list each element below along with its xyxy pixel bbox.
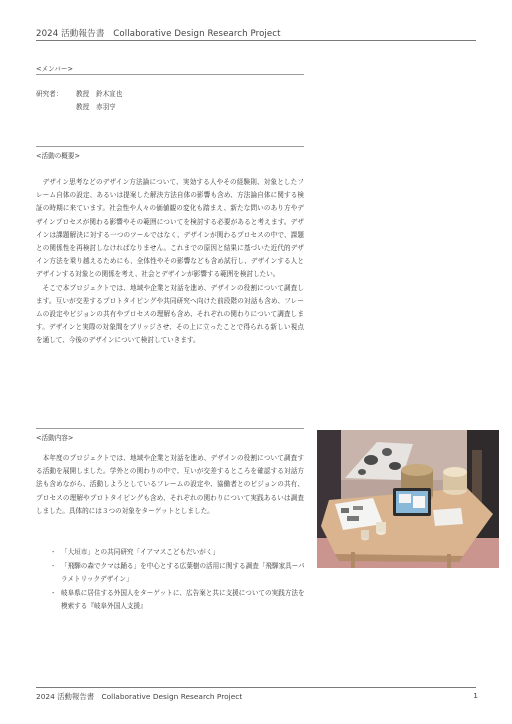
list-item: - 「飛騨の森でクマは踊る」を中心とする広葉樹の活用に関する調査「飛騨家具ーパラメトリックデザイン」 <box>52 560 308 585</box>
member-row <box>36 101 122 114</box>
page-header: 2024 活動報告書 Collaborative Design Research Project <box>36 29 281 39</box>
overview-paragraph: デザイン思考などのデザイン方法論について、実効する人やその経験則、対象としたフレーム自体の設定、あるいは提案した解決方法自体の影響も含め、方法論自体に関する検証の時期に来ています。社会性や人々の価値観の変化も踏まえ、新たな問いのあり方やデザインプロセスが関わる影響やその範囲についてを検討する必要があると考えます。デザインは課題解決に対する一つのツールではなく、デザインが関わるプロセスの中で、課題との関係性を再検討しなければなりません。これまでの原因と結果に基づいた近代的デザイン方法を乗り越えるためにも、全体性やその影響なども含め試行し、デザインする人とデザインする対象との関係を考え、社会とデザインが影響する範囲を検討したい。 <box>36 178 304 279</box>
overview-paragraph: そこで本プロジェクトでは、地域や企業と対話を進め、デザインの役割について調査します。互いが交差するプロトタイピングや共同研究へ向けた前段階の対話も含め、フレームの設定やビジョンの共有やプロセスの理解も含め、それぞれの関わりについて調査します。デザインと実際の対象間をブリッジさせ、その上に立ったことで得られる新しい視点を通して、今後のデザインについて検討していきます。 <box>36 283 304 345</box>
member-name: 鈴木宣也 <box>96 90 123 98</box>
activities-paragraph: 本年度のプロジェクトでは、地域や企業と対話を進め、デザインの役割について調査する活動を展開しました。学外との関わりの中で、互いが交差するところを確認する対話方法も含めながら、活動しようとしているフレームの設定や、協働者とのビジョンの共有、プロセスの理解やプロトタイピングも含め、それぞれの関わりについて実践あるいは調査しました。具体的には３つの対象をターゲットとしました。 <box>36 454 304 515</box>
activities-body <box>36 452 304 518</box>
target-list <box>52 546 308 614</box>
list-item: - 岐阜県に居住する外国人をターゲットに、広告案と共に支援についての実践方法を模索する『岐阜外国人支援』 <box>52 587 308 612</box>
activities-heading: <活動内容> <box>36 434 74 442</box>
member-title: 教授 <box>76 103 90 111</box>
role-label: 研究者： <box>36 90 63 98</box>
member-name: 赤羽亨 <box>96 103 116 111</box>
members-list <box>36 88 122 114</box>
overview-heading: <活動の概要> <box>36 152 81 160</box>
member-row <box>36 88 122 101</box>
members-heading: <メンバー> <box>36 65 73 73</box>
overview-divider <box>36 146 304 147</box>
header-divider <box>36 40 476 41</box>
member-title: 教授 <box>76 90 90 98</box>
page-footer: 2024 活動報告書 Collaborative Design Research Project <box>36 692 243 701</box>
footer-divider <box>36 687 476 688</box>
members-divider <box>36 74 304 75</box>
list-item: - 「大垣市」との共同研究「イアマスこどもだいがく」 <box>52 546 308 558</box>
page-number: 1 <box>473 691 478 700</box>
exhibition-photo <box>317 430 499 568</box>
overview-body <box>36 176 304 348</box>
activities-divider <box>36 428 304 429</box>
